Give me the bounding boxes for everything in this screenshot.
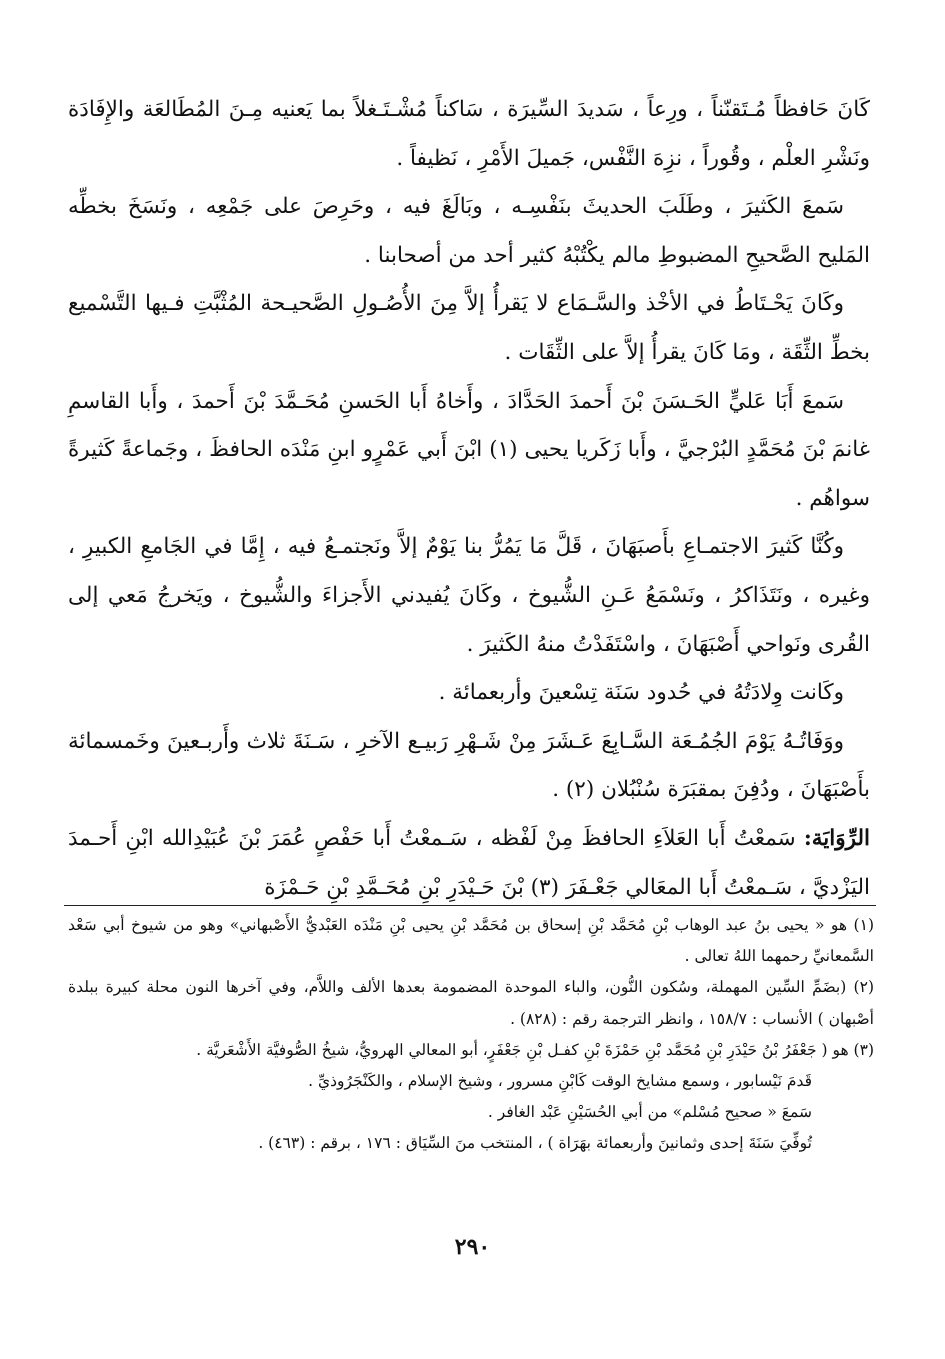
main-text xyxy=(68,86,870,912)
riwaya-text: سَمعْتُ أَبا العَلاَءِ الحافظَ مِنْ لَفْظه ، سَـمعْتُ أَبا حَفْصٍ عُمَرَ بْنَ عُبَيْدِالله ابْنِ أَحـمدَ اليَزْديَّ ، سَـمعْتُ أَبا المعَالي جَعْـفَرَ (٣) بْنَ حَـيْدَرِ بْنِ مُحَـمَّدِ بْنِ حَـمْزَة xyxy=(68,825,870,900)
paragraph-teachers: سَمعَ أَبَا عَليٍّ الحَـسَنَ بْنَ أَحمدَ الحَدَّادَ ، وأَخاهُ أَبا الحَسنِ مُحَـمَّدَ بْنَ أَحمدَ ، وأَبا القاسمِ غانمَ بْنَ مُحَمَّدٍ البُرْجيَّ ، وأَبا زَكَريا يحيى (١) ابْنَ أَبي عَمْرٍو ابنِ مَنْدَه الحافظَ ، وجَماعةً كَثيرةً سواهُم . xyxy=(68,388,871,511)
paragraph-description: كَانَ حَافظاً مُـتَقنّناً ، ورِعاً ، سَديدَ السِّيرَة ، سَاكناً مُشْـتَـغلاً بما يَعنيه مِـنَ المُطَالعَة والإِفَادَة ونَشْرِ العلْم ، وقُوراً ، نزِهَ النَّفْس، جَميلَ الأَمْرِ ، نَظيفاً . xyxy=(68,97,870,171)
footnote-3-line-2: سَمعَ « صحيح مُسْلم» من أبي الحُسَيْنِ عَبْد الغافر . xyxy=(487,1103,812,1122)
footnote-1: (١) هو « يحيى بنُ عبد الوهاب بْنِ مُحَمَّد بْنِ إسحاق بن مُحَمَّد بْنِ يحيى بْنِ مَنْدَه العَبْديُّ الأَصْبهاني» وهو من شيوخ أبي سَعْد السَّمعانيِّ رحمهما اللهُ تعالى . xyxy=(68,916,874,966)
footnote-2: (٢) (بضَمِّ السِّين المهملة، وسُكون النُّون، والباء الموحدة المضمومة بعدها الألف واللاَّم، وفي آخرها النون محلة كبيرة ببلدة أصْبهان ) الأنساب : ١٥٨/٧ ، وانظر الترجمة رقم : (٨٢٨) . xyxy=(68,978,874,1028)
riwaya-label: الرِّوَايَة: xyxy=(803,825,871,851)
paragraph-hearing: سَمعَ الكَثيرَ ، وطَلَبَ الحديثَ بنَفْسِـه ، وبَالَغَ فيه ، وحَرِصَ على جَمْعِه ، ونَسَخَ بخطِّه المَليح الصَّحيحِ المضبوطِ مالم يكْتُبْهُ كثير أحد من أصحابنا . xyxy=(68,194,870,268)
paragraph-birth: وكَانت وِلادَتُهُ في حُدود سَنَة تِسْعينَ وأربعمائة . xyxy=(438,680,844,706)
footnote-separator xyxy=(64,905,876,906)
footnote-3-line-1: قَدمَ نَيْسابور ، وسمع مشايخ الوقت كَابْنِ مسرور ، وشيخ الإسلام ، والكَنْجَرُوذيِّ . xyxy=(308,1072,812,1091)
paragraph-death: ووَفَاتُـهُ يَوْمَ الجُمُـعَة السَّـابِعَ عَـشَرَ مِنْ شَـهْرِ رَبيـع الآخرِ ، سَـنَةَ ثلاث وأَربـعينَ وخَمسمائة بأَصْبَهَانَ ، ودُفِنَ بمقبَرَة سُنْبُلان (٢) . xyxy=(68,728,870,803)
paragraph-riwaya xyxy=(68,815,870,912)
footnote-3: (٣) هو ( جَعْفَرُ بْنُ حَيْدَرِ بْنِ مُحَمَّد بْنِ حَمْزَةَ بْنِ كفـل بْنِ جَعْفَرٍ، أبو المعالي الهرويُّ، شيخُ الصُّوفيَّة الأَشْعَريَّة . xyxy=(196,1040,874,1059)
footnotes xyxy=(68,910,874,1160)
page-number: ٢٩٠ xyxy=(454,1234,491,1260)
paragraph-caution: وكَانَ يَحْـتَاطُ في الأخْذ والسَّـمَاع لا يَقرأُ إلاَّ مِنَ الأُصُـولِ الصَّحيـحة المُثْبَّتِ فـيها التَّسْميع بخطِّ الثِّقَة ، ومَا كَانَ يقرأُ إلاَّ على الثِّقَات . xyxy=(68,291,870,365)
paragraph-meetings: وكُنَّا كَثيرَ الاجتمـاعِ بأَصبَهَانَ ، قَلَّ مَا يَمُرُّ بنا يَوْمٌ إلاَّ ونَجتمـعُ فيه ، إِمَّا في الجَامعِ الكبيرِ ، وغيره ، ونَتَذَاكرُ ، ونَسْمَعُ عَـنِ الشُّيوخ ، وكَانَ يُفيدني الأَجزاءَ والشُّيوخ ، ويَخرجُ مَعي إلى القُرى ونَواحي أَصْبَهَانَ ، واسْتَفَدْتُ منهُ الكَثيرَ . xyxy=(68,534,870,657)
footnote-3-line-3: تُوفِّيَ سَنَةَ إحدى وثمانينَ وأربعمائة بهَرَاة ) ، المنتخب منَ السِّيَاق : ١٧٦ ، برقم : (٤٦٣) . xyxy=(258,1134,812,1153)
